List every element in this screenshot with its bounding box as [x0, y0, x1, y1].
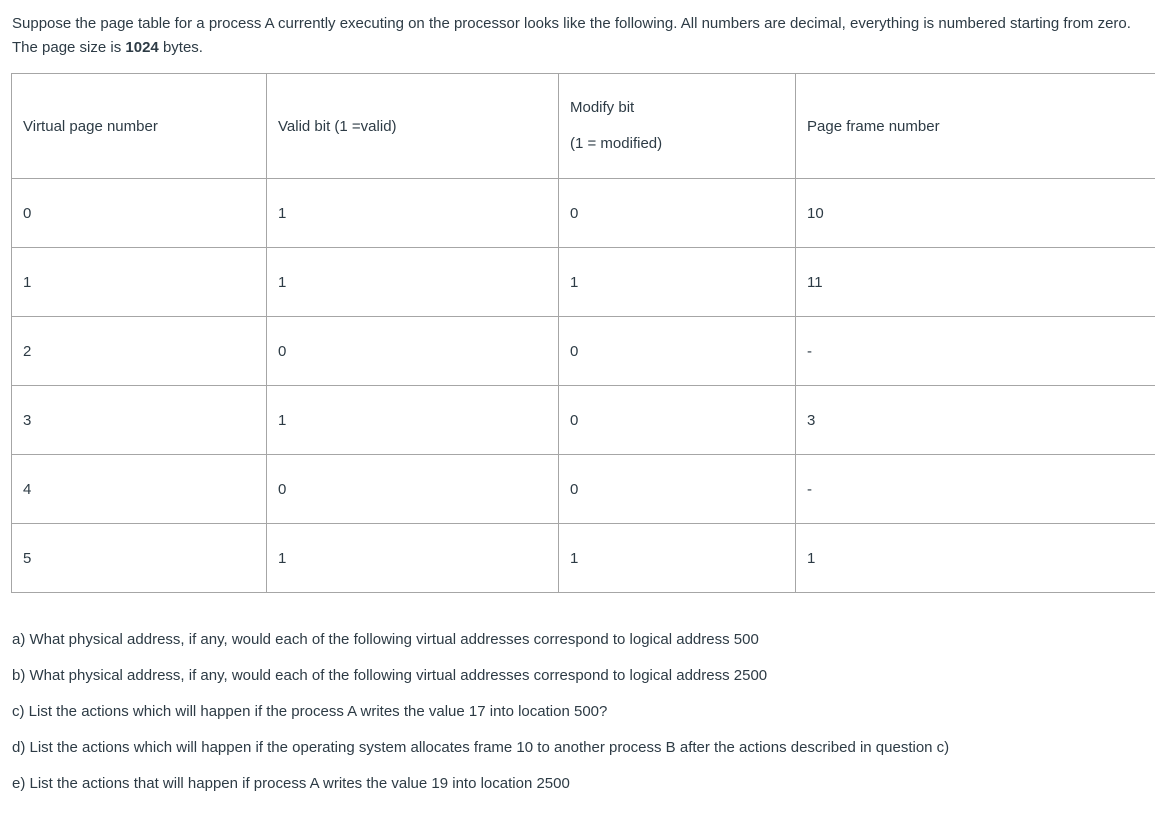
header-modify-bit-title: Modify bit — [570, 99, 635, 116]
cell-modify-bit: 1 — [559, 248, 796, 317]
cell-page-frame: 1 — [796, 524, 1155, 593]
cell-page-frame: - — [796, 317, 1155, 386]
cell-valid-bit: 1 — [267, 524, 559, 593]
page-table — [11, 73, 1155, 593]
table-row — [12, 179, 1155, 248]
header-virtual-page-number: Virtual page number — [12, 74, 267, 179]
table-row — [12, 455, 1155, 524]
intro-paragraph — [12, 12, 1152, 60]
table-header-row — [12, 74, 1155, 179]
table-row — [12, 317, 1155, 386]
cell-modify-bit: 0 — [559, 455, 796, 524]
question-d: d) List the actions which will happen if the operating system allocates frame 10 to another process B after the actions described in question c) — [12, 739, 950, 756]
question-list — [12, 629, 1152, 809]
header-modify-bit — [559, 74, 796, 179]
cell-modify-bit: 1 — [559, 524, 796, 593]
table-row — [12, 524, 1155, 593]
header-modify-bit-note: (1 = modified) — [570, 135, 663, 152]
cell-valid-bit: 0 — [267, 455, 559, 524]
table-row — [12, 386, 1155, 455]
cell-virtual-page: 2 — [12, 317, 267, 386]
cell-virtual-page: 0 — [12, 179, 267, 248]
cell-virtual-page: 5 — [12, 524, 267, 593]
cell-page-frame: - — [796, 455, 1155, 524]
cell-modify-bit: 0 — [559, 386, 796, 455]
cell-valid-bit: 0 — [267, 317, 559, 386]
header-page-frame-number: Page frame number — [796, 74, 1155, 179]
cell-page-frame: 3 — [796, 386, 1155, 455]
cell-valid-bit: 1 — [267, 179, 559, 248]
cell-modify-bit: 0 — [559, 179, 796, 248]
cell-page-frame: 11 — [796, 248, 1155, 317]
header-valid-bit: Valid bit (1 =valid) — [267, 74, 559, 179]
page-size-value: 1024 — [125, 39, 159, 56]
cell-virtual-page: 3 — [12, 386, 267, 455]
cell-virtual-page: 4 — [12, 455, 267, 524]
intro-text: Suppose the page table for a process A currently executing on the processor looks like the following. All numbers are decimal, everything is numbered starting from zero. The page size is — [12, 15, 1131, 56]
cell-modify-bit: 0 — [559, 317, 796, 386]
question-e: e) List the actions that will happen if process A writes the value 19 into location 2500 — [12, 775, 570, 792]
cell-virtual-page: 1 — [12, 248, 267, 317]
cell-page-frame: 10 — [796, 179, 1155, 248]
question-c: c) List the actions which will happen if the process A writes the value 17 into location 500? — [12, 703, 608, 720]
cell-valid-bit: 1 — [267, 248, 559, 317]
table-row — [12, 248, 1155, 317]
cell-valid-bit: 1 — [267, 386, 559, 455]
header-modify-bit-gap — [570, 117, 795, 135]
question-a: a) What physical address, if any, would each of the following virtual addresses correspond to logical address 500 — [12, 631, 759, 648]
intro-text-end: bytes. — [158, 39, 203, 56]
question-b: b) What physical address, if any, would each of the following virtual addresses correspond to logical address 2500 — [12, 667, 768, 684]
